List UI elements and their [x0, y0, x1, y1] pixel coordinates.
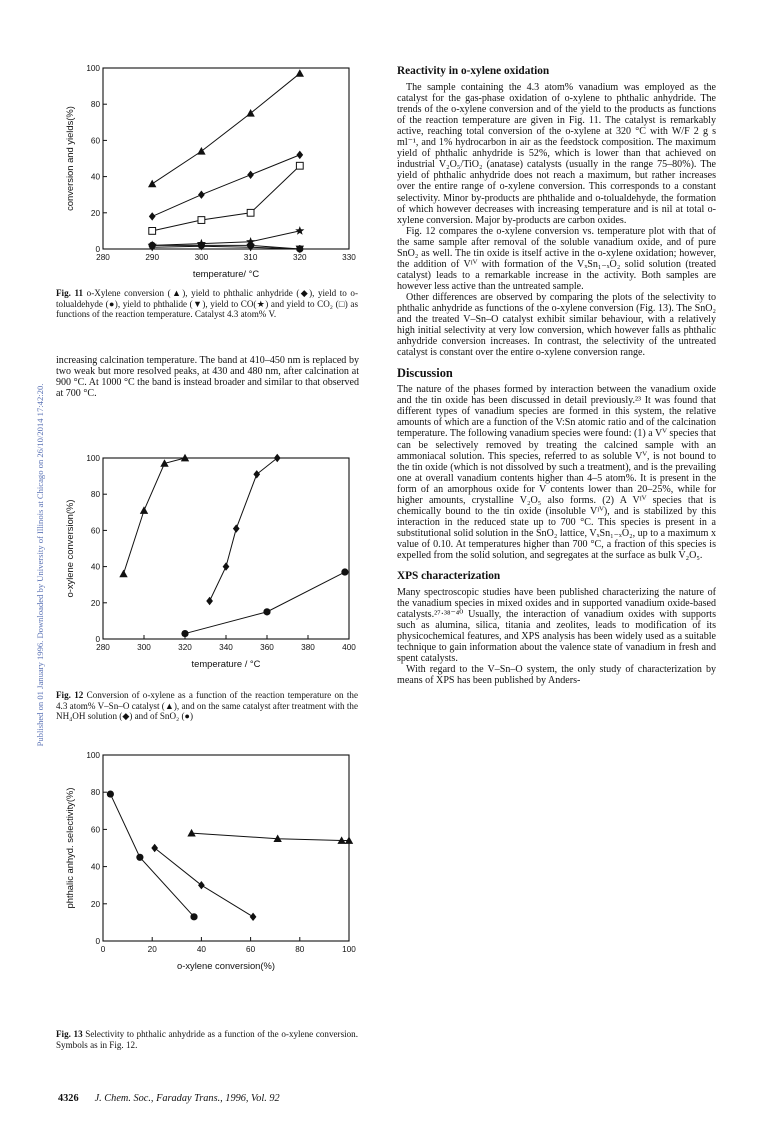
page-number: 4326 [58, 1093, 79, 1104]
x-tick-label: 320 [178, 643, 192, 652]
y-tick-label: 20 [90, 598, 100, 608]
x-tick-label: 80 [295, 945, 305, 954]
circle-marker [190, 913, 197, 920]
triangle-up-marker [140, 506, 148, 514]
circle-marker [341, 568, 348, 575]
diamond-marker [206, 597, 213, 605]
series-circle [181, 568, 348, 637]
square-open-marker [149, 228, 156, 235]
paragraph-reactivity-3: Other differences are observed by comparing the plots of the selectivity to phthalic anhydride as functions of the o-xylene conversion (Fig. 13). The SnO₂ and the treated V–Sn–O catalyst exhibit similar behaviour, with a relatively high initial selectivity at very low conversion, which however falls as phthalic anhydride conversion increases. In contrast, the selectivity of the untreated catalyst is constant over the entire o-xylene conversion range. [397, 291, 716, 359]
y-tick-label: 40 [90, 862, 100, 872]
caption-text: Conversion of o-xylene as a function of the reaction temperature on the 4.3 atom% V–Sn–O catalyst (▲), and on the same catalyst after treatment with the NH₄OH solution (◆) and of SnO₂ (●) [56, 690, 358, 722]
section-heading-reactivity: Reactivity in o-xylene oxidation [397, 65, 550, 77]
x-axis-title: temperature / °C [191, 658, 261, 669]
series-line [152, 73, 300, 183]
triangle-up-marker [119, 570, 127, 578]
diamond-marker [296, 151, 303, 159]
paragraph-discussion: The nature of the phases formed by interaction between the vanadium oxide and the tin oxide has been discussed in detail previously.²³ It was found that different types of vanadium species are formed in this system, the relative amounts of which are a function of the V:Sn atomic ratio and of the calcination temperature. The following vanadium species were found: (1) a Vⱽ species that can be selectively removed by treating the calcined sample with an ammoniacal solution. This species, referred to as soluble Vⱽ, is not bound to the tin oxide (which is not dissolved by such a treatment), and is the prevailing one at overall vanadium contents higher than 4–5 atom%. It is present in the form of an amorphous oxide for V contents lower than 20–25%, while for higher amounts, crystalline V₂O₅ also forms. (2) A Vᴵⱽ species that is chemically bound to the tin oxide (insoluble Vᴵⱽ), and is stabilized by this interaction in the reduced state up to 700 °C. This species is present in a substitutional solid solution in the SnO₂ lattice, VₓSn₁₋ₓO₂, up to a maximum x value of 0.10. At temperatures higher than 700 °C, a fraction of this species is expelled from the solid solution, and segregates at the surface as bulk V₂O₅. [397, 384, 716, 561]
y-tick-label: 60 [90, 136, 100, 146]
x-tick-label: 340 [219, 643, 233, 652]
diamond-marker [198, 191, 205, 199]
download-watermark: Published on 01 January 1996. Downloaded by University of Illinois at Chicago on 26/10/2014 17:42:20. [35, 383, 45, 747]
series-line [155, 848, 253, 917]
caption-label: Fig. 11 [56, 288, 84, 298]
diamond-marker [151, 844, 158, 852]
series-circle [107, 790, 198, 920]
left-paragraph [56, 355, 359, 399]
right-column [397, 66, 716, 686]
plot-frame [103, 755, 349, 941]
series-line [124, 458, 186, 574]
x-tick-label: 100 [342, 945, 356, 954]
plot-frame [103, 458, 349, 639]
diamond-marker [149, 212, 156, 220]
x-tick-label: 280 [96, 253, 110, 262]
fig11-caption [56, 288, 358, 320]
square-open-marker [247, 209, 254, 216]
x-tick-label: 300 [137, 643, 151, 652]
y-tick-label: 0 [95, 245, 100, 254]
diamond-marker [223, 562, 230, 570]
y-tick-label: 0 [95, 635, 100, 644]
diamond-marker [250, 913, 257, 921]
plot-frame [103, 68, 349, 249]
diamond-marker [253, 470, 260, 478]
fig13-caption [56, 1029, 358, 1050]
x-axis-title: o-xylene conversion(%) [177, 960, 275, 971]
x-tick-label: 0 [100, 945, 106, 954]
series-line [210, 458, 278, 601]
paragraph-xps-2: With regard to the V–Sn–O system, the only study of characterization by means of XPS has been published by Anders- [397, 664, 716, 687]
y-tick-label: 80 [90, 490, 100, 500]
y-tick-label: 20 [90, 208, 100, 218]
fig12-svg [55, 450, 355, 675]
series-triangle-up [187, 829, 353, 844]
page-footer [58, 1093, 280, 1104]
y-tick-label: 80 [90, 100, 100, 110]
fig13-svg [55, 747, 355, 977]
y-tick-label: 80 [90, 788, 100, 798]
y-axis-title: phthalic anhyd. selectivity(%) [64, 787, 75, 909]
diamond-marker [274, 454, 281, 462]
y-tick-label: 100 [86, 64, 100, 73]
triangle-up-marker [197, 147, 205, 155]
x-tick-label: 330 [342, 253, 356, 262]
y-axis-title: conversion and yields(%) [64, 106, 75, 211]
x-axis-title: temperature/ °C [192, 268, 260, 279]
series-diamond [151, 844, 256, 921]
series-triangle-up [148, 69, 304, 187]
y-axis-title: o-xylene conversion(%) [64, 499, 75, 598]
triangle-up-marker [187, 829, 195, 837]
journal-citation: J. Chem. Soc., Faraday Trans., 1996, Vol. 92 [94, 1093, 280, 1104]
x-tick-label: 40 [196, 945, 206, 954]
series-square-open [149, 162, 303, 234]
square-open-marker [198, 217, 205, 224]
diamond-marker [198, 881, 205, 889]
section-heading-discussion: Discussion [397, 366, 453, 381]
star-marker [295, 226, 304, 235]
triangle-up-marker [148, 180, 156, 188]
caption-label: Fig. 13 [56, 1029, 83, 1039]
x-tick-label: 300 [194, 253, 209, 262]
y-tick-label: 60 [90, 526, 100, 536]
x-tick-label: 360 [260, 643, 274, 652]
y-tick-label: 100 [86, 454, 100, 463]
series-line [110, 794, 194, 917]
paragraph-reactivity-1: The sample containing the 4.3 atom% vanadium was employed as the catalyst for the gas-phase oxidation of o-xylene to phthalic anhydride. The trends of the o-xylene conversion and of the yield to the products as functions of the reaction temperature are given in Fig. 11. The catalyst is remarkably active, reaching total conversion of the o-xylene at 320 °C with W/F 2 g s ml⁻¹, and 1% hydrocarbon in air as the feedstock composition. The maximum yield of phthalic anhydride is 52%, which is lower than that achieved on industrial V₂O₅/TiO₂ (anatase) catalysts (usually in the range 75–80%). The yield of phthalic anhydride does not reach a maximum, but rather increases over the entire range of o-xylene conversion. This corresponds to a constant selectivity. Minor by-products are phthalide and o-tolualdehyde, the formation of which however decreases with increasing temperature and is nil at total o-xylene conversion. Major by-products are carbon oxides. [397, 82, 716, 226]
series-triangle-up [119, 454, 189, 577]
series-diamond [206, 454, 280, 605]
caption-label: Fig. 12 [56, 690, 84, 700]
left-paragraph-text: increasing calcination temperature. The band at 410–450 nm is replaced by two weak but more resolved peaks, at 430 and 480 nm, after calcination at 900 °C. At 1000 °C the band is instead broader and similar to that observed at 700 °C. [56, 355, 359, 400]
fig11-svg [55, 60, 355, 285]
series-line [192, 833, 349, 840]
series-diamond [149, 151, 303, 221]
circle-marker [263, 608, 270, 615]
y-tick-label: 40 [90, 562, 100, 572]
y-tick-label: 20 [90, 899, 100, 909]
x-tick-label: 380 [301, 643, 315, 652]
x-tick-label: 290 [145, 253, 160, 262]
x-tick-label: 310 [243, 253, 258, 262]
fig12-chart [55, 450, 355, 675]
fig13-chart [55, 747, 355, 977]
paragraph-reactivity-2: Fig. 12 compares the o-xylene conversion vs. temperature plot with that of the same sample after removal of the soluble vanadium oxide, and of pure SnO₂ as well. The tin oxide is itself active in the o-xylene oxidation; however, the addition of Vᴵⱽ with formation of the VₓSn₁₋ₓO₂ solid solution (treated catalyst) leads to a remarkable increase in the activity. Both samples are however less active than the untreated sample. [397, 225, 716, 292]
triangle-up-marker [246, 109, 254, 117]
caption-text: Selectivity to phthalic anhydride as a function of the o-xylene conversion. Symbols as in Fig. 12. [56, 1029, 358, 1050]
circle-marker [136, 854, 143, 861]
x-tick-label: 280 [96, 643, 110, 652]
fig11-chart [55, 60, 355, 285]
y-tick-label: 0 [95, 937, 100, 946]
x-tick-label: 320 [292, 253, 307, 262]
diamond-marker [247, 171, 254, 179]
diamond-marker [233, 524, 240, 532]
section-heading-xps: XPS characterization [397, 570, 501, 583]
y-tick-label: 100 [86, 751, 100, 760]
fig12-caption [56, 690, 358, 722]
y-tick-label: 40 [90, 172, 100, 182]
paragraph-xps-1: Many spectroscopic studies have been published characterizing the nature of the vanadium species in mixed oxides and in supported vanadium oxide-based catalysts.²⁷·³⁸⁻⁴⁰ Usually, the interaction of vanadium oxides with supports such as alumina, silica, titania and zeolites, leads to modification of its physicochemical features, and XPS analysis has been widely used as a suitable technique to gain information about the valence state of vanadium in fresh and spent catalysts. [397, 587, 716, 665]
circle-marker [107, 790, 114, 797]
circle-marker [181, 630, 188, 637]
x-tick-label: 20 [147, 945, 157, 954]
triangle-up-marker [296, 69, 304, 77]
series-line [152, 155, 300, 217]
caption-text: o-Xylene conversion (▲), yield to phthalic anhydride (◆), yield to o-tolualdehyde (●), yield to phthalide (▼), yield to CO(★) and yield to CO₂ (□) as functions of the reaction temperature. Catalyst 4.3 atom% V. [56, 288, 358, 320]
y-tick-label: 60 [90, 825, 100, 835]
x-tick-label: 400 [342, 643, 356, 652]
x-tick-label: 60 [246, 945, 256, 954]
series-line [152, 231, 300, 245]
series-line [152, 166, 300, 231]
square-open-marker [296, 162, 303, 169]
